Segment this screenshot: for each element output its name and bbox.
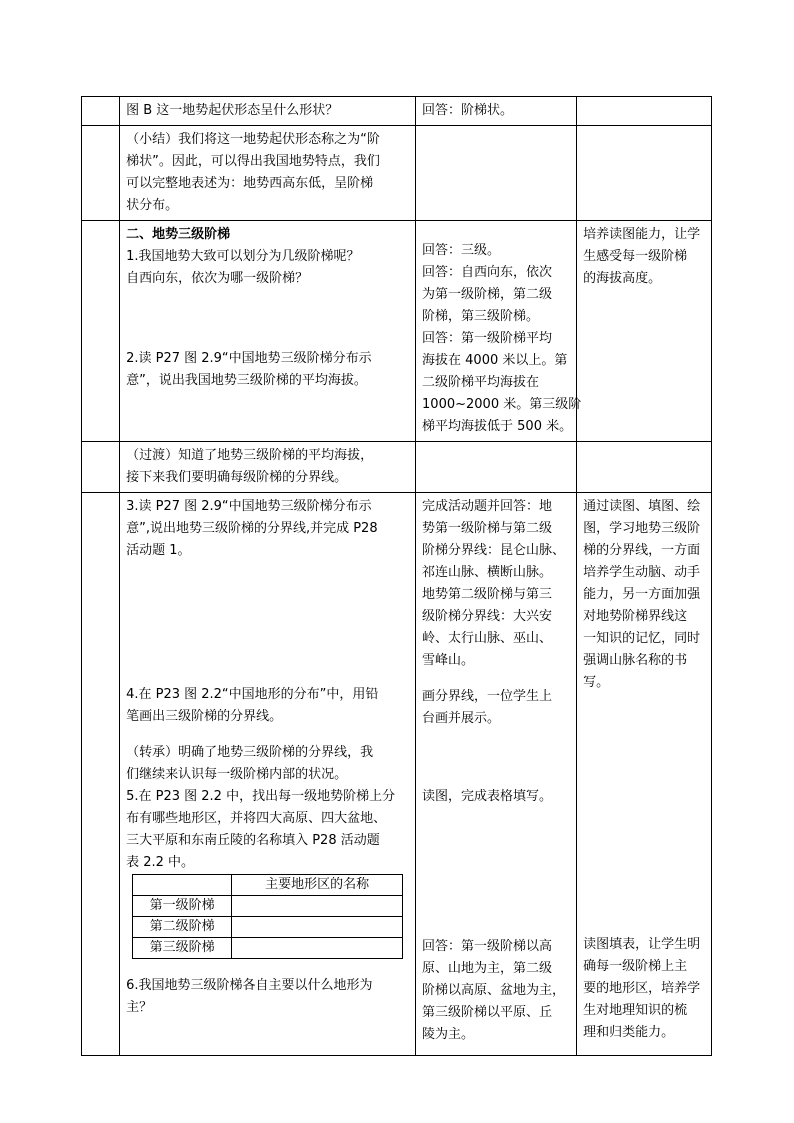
table-row xyxy=(82,493,712,1056)
answer-cell[interactable] xyxy=(232,917,403,938)
intent-line: 培养学生动脑、动手 xyxy=(583,565,701,580)
student-line: 第三级阶梯以平原、丘 xyxy=(422,1005,553,1020)
student-cell xyxy=(416,442,577,493)
table-row xyxy=(133,917,403,938)
intent-line: 对地势阶梯界线这 xyxy=(583,609,688,624)
student-line: 海拔在 4000 米以上。第 xyxy=(422,353,568,368)
table-row xyxy=(133,896,403,917)
student-line: 读图，完成表格填写。 xyxy=(422,789,553,804)
blank-cell xyxy=(82,126,120,221)
content-cell xyxy=(120,221,416,442)
student-line: 雪峰山。 xyxy=(422,653,475,668)
intent-line: 写。 xyxy=(583,675,610,690)
question-line: 布有哪些地形区，并将四大高原、四大盆地、 xyxy=(126,811,387,826)
header-cell: 主要地形区的名称 xyxy=(232,875,403,896)
intent-line: 生感受每一级阶梯 xyxy=(583,249,688,264)
intent-cell xyxy=(577,493,712,1056)
content-line: （过渡）知道了地势三级阶梯的平均海拔， xyxy=(126,448,374,463)
question-line: 活动题 1。 xyxy=(126,543,191,558)
student-line: 回答：第一级阶梯以高 xyxy=(422,939,553,954)
student-line: 台画并展示。 xyxy=(422,711,501,726)
table-row xyxy=(82,97,712,126)
content-cell xyxy=(120,493,416,1056)
content-line: 接下来我们要明确每级阶梯的分界线。 xyxy=(126,470,348,485)
content-line: 梯状”。因此，可以得出我国地势特点，我们 xyxy=(126,154,380,169)
intent-line: 理和归类能力。 xyxy=(583,1025,675,1040)
answer-cell[interactable] xyxy=(232,938,403,959)
question-line: 3.读 P27 图 2.9“中国地势三级阶梯分布示 xyxy=(126,499,372,514)
intent-line: 一知识的记忆，同时 xyxy=(583,631,701,646)
intent-line: 读图填表，让学生明 xyxy=(583,937,701,952)
question-line: 表 2.2 中。 xyxy=(126,855,195,870)
terrain-fill-table xyxy=(132,874,403,959)
content-line: （小结）我们将这一地势起伏形态称之为“阶 xyxy=(126,132,380,147)
question-line: 意”,说出地势三级阶梯的分界线,并完成 P28 xyxy=(126,521,378,536)
content-cell xyxy=(120,442,416,493)
intent-line: 生对地理知识的梳 xyxy=(583,1003,688,1018)
table-row xyxy=(133,875,403,896)
content-line: 状分布。 xyxy=(126,198,179,213)
student-line: 岭、太行山脉、巫山、 xyxy=(422,631,553,646)
blank-cell xyxy=(82,97,120,126)
student-line: 势第一级阶梯与第二级 xyxy=(422,521,553,536)
intent-line: 确每一级阶梯上主 xyxy=(583,959,688,974)
question-line: 6.我国地势三级阶梯各自主要以什么地形为 xyxy=(126,978,373,993)
student-cell xyxy=(416,221,582,442)
student-line: 为第一级阶梯，第二级 xyxy=(422,287,553,302)
student-line: 回答：三级。 xyxy=(422,243,501,258)
table-row xyxy=(82,221,712,442)
question-line: 1.我国地势大致可以划分为几级阶梯呢？ xyxy=(126,249,360,264)
question-line: 2.读 P27 图 2.9“中国地势三级阶梯分布示 xyxy=(126,351,372,366)
intent-cell xyxy=(577,97,712,126)
table-row xyxy=(82,126,712,221)
blank-cell xyxy=(82,493,120,1056)
student-line: 级阶梯分界线：大兴安 xyxy=(422,609,553,624)
intent-line: 要的地形区，培养学 xyxy=(583,981,701,996)
question-line: 主？ xyxy=(126,1000,153,1015)
student-line: 回答：自西向东，依次 xyxy=(422,265,553,280)
step-label: 第二级阶梯 xyxy=(133,917,232,938)
student-line: 阶梯以高原、盆地为主， xyxy=(422,983,566,998)
content-line: 可以完整地表述为：地势西高东低，呈阶梯 xyxy=(126,176,374,191)
student-line: 阶梯，第三级阶梯。 xyxy=(422,309,540,324)
blank-cell xyxy=(82,442,120,493)
intent-cell xyxy=(577,126,712,221)
answer-cell[interactable] xyxy=(232,896,403,917)
step-label: 第三级阶梯 xyxy=(133,938,232,959)
content-line: 图 B 这一地势起伏形态呈什么形状？ xyxy=(126,103,339,118)
intent-line: 图，学习地势三级阶 xyxy=(583,521,701,536)
content-cell xyxy=(120,126,416,221)
question-line: 4.在 P23 图 2.2“中国地形的分布”中，用铅 xyxy=(126,687,379,702)
intent-line: 梯的分界线，一方面 xyxy=(583,543,701,558)
transition-line: 们继续来认识每一级阶梯内部的状况。 xyxy=(126,767,348,782)
table-row xyxy=(133,938,403,959)
blank-cell xyxy=(82,221,120,442)
intent-line: 的海拔高度。 xyxy=(583,271,662,286)
student-line: 原、山地为主，第二级 xyxy=(422,961,553,976)
question-line: 5.在 P23 图 2.2 中，找出每一级地势阶梯上分 xyxy=(126,789,396,804)
question-line: 三大平原和东南丘陵的名称填入 P28 活动题 xyxy=(126,833,380,848)
step-label: 第一级阶梯 xyxy=(133,896,232,917)
student-line: 地势第二级阶梯与第三 xyxy=(422,587,553,602)
question-line: 自西向东，依次为哪一级阶梯？ xyxy=(126,271,309,286)
student-line: 陵为主。 xyxy=(422,1027,475,1042)
student-cell xyxy=(416,97,577,126)
intent-line: 培养读图能力，让学 xyxy=(583,227,701,242)
student-cell xyxy=(416,126,577,221)
student-line: 梯平均海拔低于 500 米。 xyxy=(422,419,573,434)
header-cell xyxy=(133,875,232,896)
student-line: 阶梯分界线：昆仑山脉、 xyxy=(422,543,566,558)
student-line: 二级阶梯平均海拔在 xyxy=(422,375,540,390)
student-line: 完成活动题并回答：地 xyxy=(422,499,553,514)
content-cell xyxy=(120,97,416,126)
question-line: 意”，说出我国地势三级阶梯的平均海拔。 xyxy=(126,373,367,388)
student-line: 祁连山脉、横断山脉。 xyxy=(422,565,553,580)
intent-line: 能力，另一方面加强 xyxy=(583,587,701,602)
student-cell xyxy=(416,493,577,1056)
intent-line: 通过读图、填图、绘 xyxy=(583,499,701,514)
question-line: 笔画出三级阶梯的分界线。 xyxy=(126,709,283,724)
intent-cell xyxy=(577,221,712,442)
section-title: 二、地势三级阶梯 xyxy=(126,227,231,242)
intent-line: 强调山脉名称的书 xyxy=(583,653,688,668)
lesson-plan-table xyxy=(81,96,712,1056)
student-line: 1000~2000 米。第三级阶 xyxy=(422,397,582,412)
transition-line: （转承）明确了地势三级阶梯的分界线，我 xyxy=(126,745,374,760)
table-row xyxy=(82,442,712,493)
intent-cell xyxy=(577,442,712,493)
student-line: 画分界线，一位学生上 xyxy=(422,689,553,704)
student-line: 回答：阶梯状。 xyxy=(422,103,514,118)
student-line: 回答：第一级阶梯平均 xyxy=(422,331,553,346)
